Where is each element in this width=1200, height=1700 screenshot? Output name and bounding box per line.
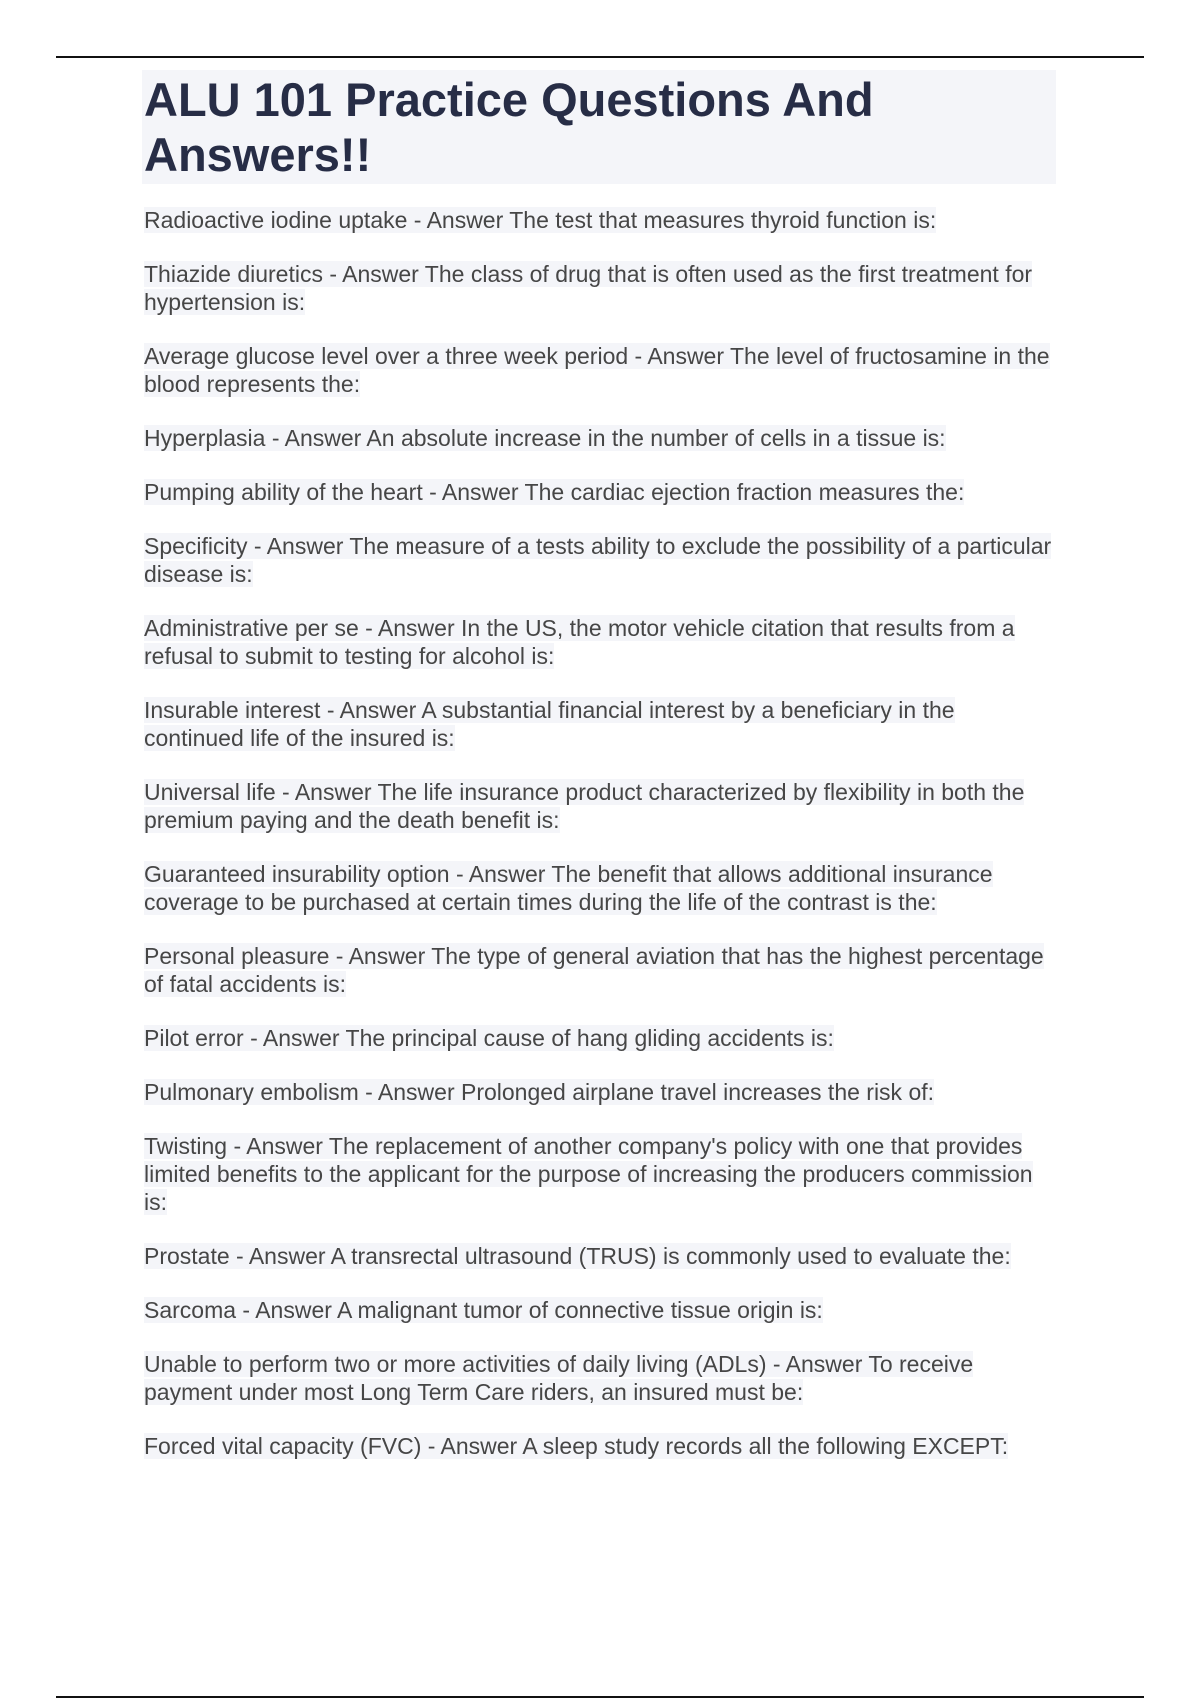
qa-item: Hyperplasia - Answer An absolute increase in the number of cells in a tissue is:	[144, 425, 946, 451]
qa-item: Sarcoma - Answer A malignant tumor of connective tissue origin is:	[144, 1297, 823, 1323]
page-title: ALU 101 Practice Questions And Answers!!	[144, 73, 874, 181]
qa-item: Guaranteed insurability option - Answer The benefit that allows additional insurance coverage to be purchased at certain times during the life of the contrast is the:	[144, 861, 993, 915]
qa-item: Specificity - Answer The measure of a tests ability to exclude the possibility of a particular disease is:	[144, 533, 1052, 587]
qa-item: Pulmonary embolism - Answer Prolonged airplane travel increases the risk of:	[144, 1079, 935, 1105]
qa-item: Personal pleasure - Answer The type of general aviation that has the highest percentage of fatal accidents is:	[144, 943, 1044, 997]
title-block	[142, 70, 1056, 184]
bottom-rule	[56, 1696, 1144, 1698]
qa-item: Administrative per se - Answer In the US, the motor vehicle citation that results from a refusal to submit to testing for alcohol is:	[144, 615, 1015, 669]
qa-list	[144, 206, 1056, 1460]
qa-item: Universal life - Answer The life insurance product characterized by flexibility in both the premium paying and the death benefit is:	[144, 779, 1025, 833]
qa-item: Insurable interest - Answer A substantial financial interest by a beneficiary in the continued life of the insured is:	[144, 697, 955, 751]
qa-item: Twisting - Answer The replacement of another company's policy with one that provides limited benefits to the applicant for the purpose of increasing the producers commission is:	[144, 1133, 1033, 1215]
top-rule	[56, 56, 1144, 58]
qa-item: Radioactive iodine uptake - Answer The test that measures thyroid function is:	[144, 207, 937, 233]
qa-item: Average glucose level over a three week period - Answer The level of fructosamine in the blood represents the:	[144, 343, 1050, 397]
document-body	[144, 70, 1056, 1486]
qa-item: Unable to perform two or more activities of daily living (ADLs) - Answer To receive payment under most Long Term Care riders, an insured must be:	[144, 1351, 974, 1405]
qa-item: Pumping ability of the heart - Answer The cardiac ejection fraction measures the:	[144, 479, 965, 505]
qa-item: Thiazide diuretics - Answer The class of drug that is often used as the first treatment for hypertension is:	[144, 261, 1033, 315]
qa-item: Forced vital capacity (FVC) - Answer A sleep study records all the following EXCEPT:	[144, 1433, 1009, 1459]
qa-item: Prostate - Answer A transrectal ultrasound (TRUS) is commonly used to evaluate the:	[144, 1243, 1011, 1269]
qa-item: Pilot error - Answer The principal cause of hang gliding accidents is:	[144, 1025, 834, 1051]
